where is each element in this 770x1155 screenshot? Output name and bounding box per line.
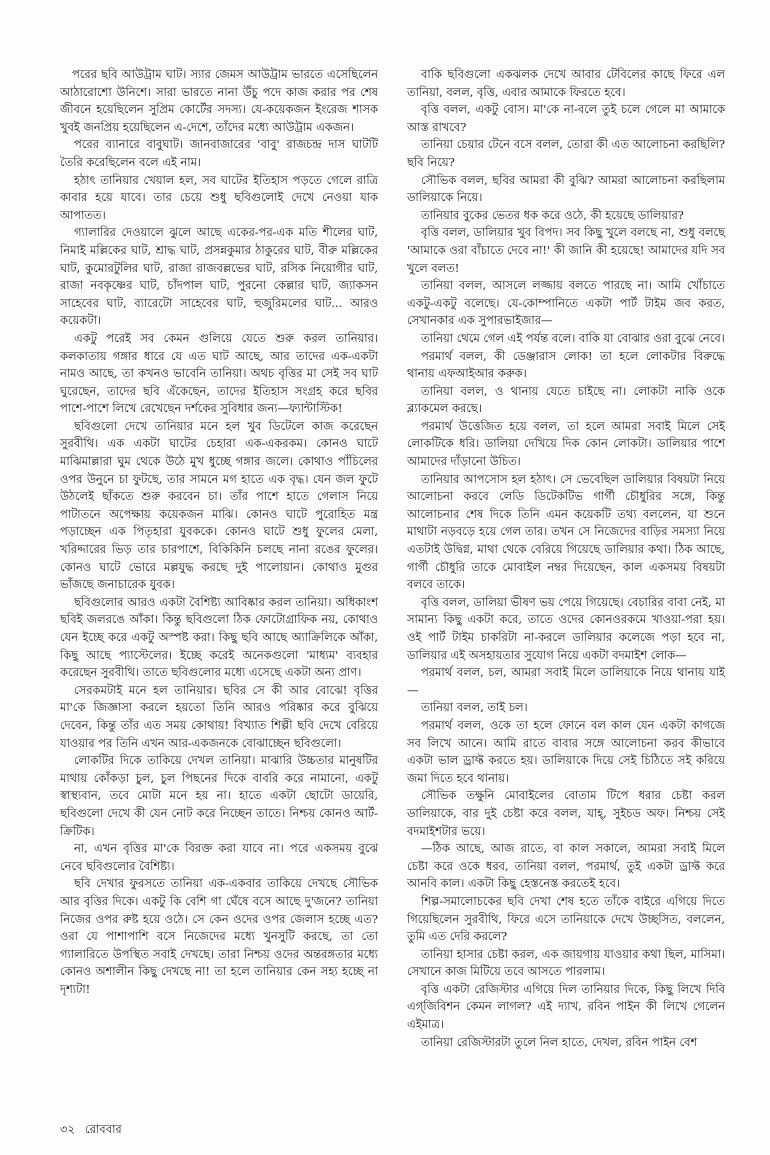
page-footer bbox=[60, 1121, 122, 1140]
paragraph: পরমার্থ বলল, চল, আমরা সবাই মিলে ডালিয়াকে নিয়ে থানায় যাই— bbox=[407, 665, 725, 697]
paragraph: লোকটির দিকে তাকিয়ে দেখল তানিয়া। মাঝারি উচ্চতার মানুষটির মাথায় কোঁকড়া চুল, চুল পিছনের দিকে বাবরি করে নামানো, একটু স্বাস্থ্যবান, তবে মোটা মনে হয় না। হাতে একটা ছোটো ডায়েরি, ছবিগুলো দেখে কী যেন নোট করে নিচ্ছেন তাতে। নিশ্চয় কোনও আর্ট-ক্রিটিক। bbox=[60, 753, 378, 838]
paragraph: তানিয়া চেয়ার টেনে বসে বলল, তোরা কী এত আলোচনা করছিলি? ছবি নিয়ে? bbox=[407, 137, 725, 169]
right-text-column bbox=[407, 66, 725, 1051]
paragraph: তানিয়ার বুকের ভেতর ধক করে ওঠে, কী হয়েছে ডালিয়ার? bbox=[421, 207, 684, 222]
paragraph: পরের ছবি আউট্রাম ঘাট। স্যার জেমস আউট্রাম ভারতে এসেছিলেন আঠারোশো উনিশে। সারা ভারতে নানা উঁচু পদে কাজ করার পর শেষ জীবনে হয়েছিলেন সুপ্রিম কোর্টের সদস্য। যে-কয়েকজন ইংরেজ শাসক খুবই জনপ্রিয় হয়েছিলেন এ-দেশে, তাঁদের মধ্যে আউট্রাম একজন। bbox=[60, 67, 378, 134]
paragraph: তানিয়া বলল, আসলে লজ্জায় বলতে পারছে না। আমি খোঁচাতে একটু-একটু বলেছে। যে-কোম্পানিতে একটা পার্ট টাইম জব করত, সেখানকার এক সুপারভাইজার— bbox=[407, 278, 725, 328]
page-number: ৩২ bbox=[60, 1122, 75, 1136]
paragraph: বৃত্তি বলল, ডালিয়ার খুব বিপদ। সব কিছু খুলে বলছে না, শুধু বলছে 'আমাকে ওরা বাঁচাতে দেবে না!' কী জানি কী হয়েছে! আমাদের যদি সব খুলে বলত! bbox=[407, 225, 725, 275]
paragraph: বাকি ছবিগুলো একঝলক দেখে আবার টেবিলের কাছে ফিরে এল তানিয়া, বলল, বৃত্তি, এবার আমাকে ফিরতে হবে। bbox=[407, 67, 725, 99]
paragraph: পরের ব্যানারে বাবুঘাট। জানবাজারের 'বাবু' রাজচন্দ্র দাস ঘাটটি তৈরি করেছিলেন বলে এই নাম। bbox=[60, 137, 378, 169]
paragraph: পরমার্থ বলল, কী ডেঞ্জারাস লোক! তা হলে লোকটার বিরুদ্ধে থানায় এফআইআর করুক। bbox=[407, 348, 725, 381]
paragraph: ছবি দেখার ফুরসতে তানিয়া এক-একবার তাকিয়ে দেখছে সৌভিক আর বৃত্তির দিকে। একটু কি বেশি গা ঘেঁষে বসে আছে দু'জনে? তানিয়া নিজের ওপর রুষ্ট হয়ে ওঠে। সে কেন ওদের ওপর জেলাস হচ্ছে এত? ওরা যে পাশাপাশি বসে নিজেদের মধ্যে খুনসুটি করছে, তা তো গ্যালারিতে উপস্থিত সবাই দেখছে। তারা নিশ্চয় ওদের অন্তরঙ্গতার মধ্যে কোনও অশালীন কিছু দেখছে না! তা হলে তানিয়ার কেন সহ্য হচ্ছে না দৃশ্যটা! bbox=[60, 876, 378, 996]
paragraph: পরমার্থ উত্তেজিত হয়ে বলল, তা হলে আমরা সবাই মিলে সেই লোকটিকে ধরি। ডালিয়া দেখিয়ে দিক কোন লোকটা। ডালিয়ার পাশে আমাদের দাঁড়ানো উচিত। bbox=[407, 418, 725, 469]
paragraph: ছবিগুলোর আরও একটা বৈশিষ্ট্য আবিষ্কার করল তানিয়া। অধিকাংশ ছবিই জলরঙে আঁকা। কিন্তু ছবিগুলো ঠিক ফোটোগ্রাফিক নয়, কোথাও যেন ইচ্ছে করে একটু অস্পষ্ট করা। কিছু ছবি আছে অ্যাক্রিলিকে আঁকা, কিছু আছে প্যাস্টেলের। ইচ্ছে করেই অনেকগুলো 'মাধ্যম' ব্যবহার করেছেন সুরবীথি। তাতে ছবিগুলোর মধ্যে এসেছে একটা অন্য প্রাণ। bbox=[60, 594, 378, 680]
paragraph: বৃত্তি একটা রেজিস্টার এগিয়ে দিল তানিয়ার দিকে, কিছু লিখে দিবি এগ্‌জিবিশন কেমন লাগল? এই দ্যাখ, রবিন পাইন কী লিখে গেলেন এইমাত্র। bbox=[407, 981, 725, 1032]
paragraph: তানিয়া রেজিস্টারটা তুলে নিল হাতে, দেখল, রবিন পাইন বেশ bbox=[421, 1034, 698, 1049]
paragraph: সেরকমটাই মনে হল তানিয়ার। ছবির সে কী আর বোঝে! বৃত্তির মা'কে জিজ্ঞাসা করলে হয়তো তিনি আরও পরিষ্কার করে বুঝিয়ে দেবেন, কিন্তু তাঁর এত সময় কোথায়! বিখ্যাত শিল্পী ছবি দেখে বেরিয়ে যাওয়ার পর তিনি এখন আর-একজনকে বোঝাচ্ছেন ছবিগুলো। bbox=[60, 682, 378, 750]
paragraph: গ্যালারির দেওয়ালে ঝুলে আছে একের-পর-এক মতি শীলের ঘাট, নিমাই মল্লিকের ঘাট, শ্রাদ্ধ ঘাট, প্রসন্নকুমার ঠাকুরের ঘাট, বীরু মল্লিকের ঘাট, কুমোরটুলির ঘাট, রাজা রাজবল্লভের ঘাট, রসিক নিয়োগীর ঘাট, রাজা নবকৃষ্ণের ঘাট, চাঁদপাল ঘাট, পুরনো কেল্লার ঘাট, জ্যাকসন সাহেবের ঘাট, ব্যারেটো সাহেবের ঘাট, হুজুরিমলের ঘাট... আরও কয়েকটা। bbox=[60, 225, 378, 328]
paragraph: তানিয়া বলল, ও থানায় যেতে চাইছে না। লোকটা নাকি ওকে ব্ল্যাকমেল করছে। bbox=[407, 383, 725, 416]
paragraph: শিল্প-সমালোচকের ছবি দেখা শেষ হতে তাঁকে বাইরে এগিয়ে দিতে গিয়েছিলেন সুরবীথি, ফিরে এসে তানিয়াকে দেখে উচ্ছসিত, বললেন, তুমি এত দেরি করলে? bbox=[407, 893, 725, 944]
paragraph: বৃত্তি বলল, একটু বোস। মা'কে না-বলে তুই চলে গেলে মা আমাকে আস্ত রাখবে? bbox=[407, 102, 725, 134]
paragraph: হঠাৎ তানিয়ার খেয়াল হল, সব ঘাটের ইতিহাস পড়তে গেলে রাত্রি কাবার হয়ে যাবে। তার চেয়ে শুধু ছবিগুলোই দেখে নেওয়া যাক আপাতত। bbox=[60, 172, 378, 222]
paragraph: তানিয়ার আপসোস হল হঠাৎ। সে ভেবেছিল ডালিয়ার বিষয়টা নিয়ে আলোচনা করবে লেডি ডিটেকটিভ গার্গী চৌধুরির সঙ্গে, কিন্তু আলোচনার শেষ দিকে তিনি এমন কয়েকটি তথ্য বললেন, যা শুনে মাথাটা নড়বড়ে হয়ে গেল তার। তখন সে নিজেদের বাড়ির সমস্যা নিয়ে এতটাই উদ্বিগ্ন, মাথা থেকে বেরিয়ে গিয়েছে ডালিয়ার কথা। ঠিক আছে, গার্গী চৌধুরি তাকে মোবাইল নম্বর দিয়েছেন, কাল একসময় বিষয়টা বলবে তাকে। bbox=[407, 471, 725, 592]
paragraph: ছবিগুলো দেখে তানিয়ার মনে হল খুব ডিটেলে কাজ করেছেন সুরবীথি। এক একটা ঘাটের চেহারা এক-একরকম। কোনও ঘাটে মাঝিমাল্লারা ঘুম থেকে উঠে মুখ ধুচ্ছে গঙ্গার জলে। কোথাও পাঁচিলের ওপর উনুনে চা ফুটছে, তার সামনে মগ হাতে এক বৃদ্ধ। যেন জল ফুটে উঠলেই ছাঁকতে শুরু করবেন চা। তাঁর পাশে হাতে গেলাস নিয়ে পাটাতনে অপেক্ষায় কয়েকজন মাঝি। কোনও ঘাটে পুরোহিত মন্ত্র পড়াচ্ছেন এক পিতৃহারা যুবককে। কোনও ঘাটে শুধু ফুলের মেলা, খরিদ্দারের ভিড় তার চারপাশে, বিকিকিনি চলছে নানা রঙের ফুলের। কোনও ঘাটে ভোরে মল্লযুদ্ধ করছে দুই পালোয়ান। কোথাও মুগুর ভাঁজছে জনাচারেক যুবক। bbox=[60, 418, 378, 592]
paragraph: তানিয়া বলল, তাই চল। bbox=[421, 700, 528, 715]
left-text-column bbox=[60, 66, 378, 998]
magazine-name: রোববার bbox=[84, 1122, 122, 1136]
paragraph: না, এখন বৃত্তির মা'কে বিরক্ত করা যাবে না। পরে একসময় বুঝে নেবে ছবিগুলোর বৈশিষ্ট্য। bbox=[60, 841, 378, 873]
paragraph: —ঠিক আছে, আজ রাতে, বা কাল সকালে, আমরা সবাই মিলে চেষ্টা করে ওকে ধরব, তানিয়া বলল, পরমার্থ, তুই একটা ড্রাফ্ট করে আনবি কাল। একটা কিছু হেস্তনেস্ত করতেই হবে। bbox=[407, 841, 725, 891]
paragraph: পরমার্থ বলল, ওকে তা হলে ফোনে বল কাল যেন একটা কাগজে সব লিখে আনে। আমি রাতে বাবার সঙ্গে আলোচনা করব কীভাবে একটা ভাল ড্রাফ্ট করতে হয়। ডালিয়াকে দিয়ে সেই চিঠিতে সই করিয়ে জমা দিতে হবে থানায়। bbox=[407, 717, 725, 785]
paragraph: সৌভিক বলল, ছবির আমরা কী বুঝি? আমরা আলোচনা করছিলাম ডালিয়াকে নিয়ে। bbox=[407, 172, 725, 205]
paragraph: তানিয়া থেমে গেল এই পর্যন্ত বলে। বাকি যা বোঝার ওরা বুঝে নেবে। bbox=[421, 330, 725, 345]
paragraph: সৌভিক তক্ষুনি মোবাইলের বোতাম টিপে ধরার চেষ্টা করল ডালিয়াকে, বার দুই চেষ্টা করে বলল, যাহ্, সুইচড অফ। নিশ্চয় সেই বদমাইশটার ভয়ে। bbox=[407, 788, 725, 838]
paragraph: বৃত্তি বলল, ডালিয়া ভীষণ ভয় পেয়ে গিয়েছে। বেচারির বাবা নেই, মা সামান্য কিছু একটা করে, তাতে ওদের কোনওরকমে খাওয়া-পরা হয়। ওই পার্ট টাইম চাকরিটা না-করলে ডালিয়ার কলেজে পড়া হবে না, ডালিয়ার এই অসহায়তার সুযোগ নিয়ে একটা বদমাইশ লোক— bbox=[407, 594, 725, 662]
paragraph: তানিয়া হাসার চেষ্টা করল, এক জায়গায় যাওয়ার কথা ছিল, মাসিমা। সেখানে কাজ মিটিয়ে তবে আসতে পারলাম। bbox=[407, 946, 725, 979]
paragraph: একটু পরেই সব কেমন গুলিয়ে যেতে শুরু করল তানিয়ার। কলকাতায় গঙ্গার ধারে যে এত ঘাট আছে, আর তাদের এক-একটা নামও আছে, তা কখনও ভাবেনি তানিয়া। অথচ বৃত্তির মা সেই সব ঘাট ঘুরেছেন, তাদের ছবি এঁকেছেন, তাদের ইতিহাস সংগ্রহ করে ছবির পাশে-পাশে লিখে রেখেছেন দর্শকের সুবিধার জন্য—ফ্যান্টাস্টিক! bbox=[60, 330, 378, 416]
